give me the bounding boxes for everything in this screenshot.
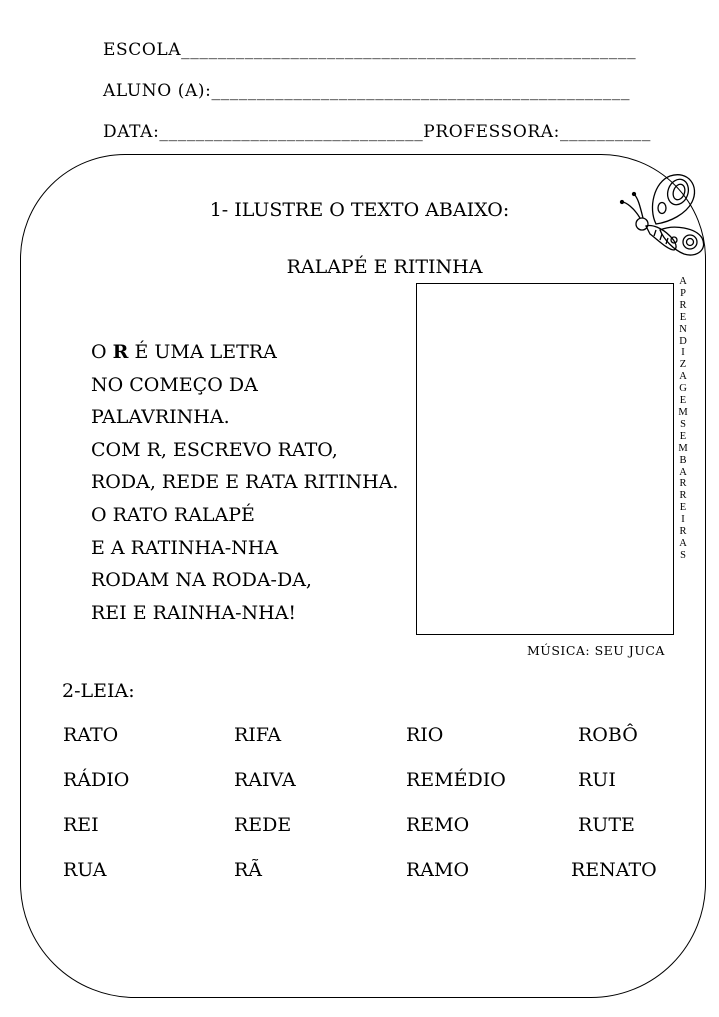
vertical-letter: G bbox=[679, 383, 687, 395]
reading-word: RIO bbox=[406, 724, 444, 746]
vertical-letter: E bbox=[679, 395, 687, 407]
poem-line: O RATO RALAPÉ bbox=[91, 503, 255, 526]
reading-word: RÁDIO bbox=[63, 769, 130, 791]
vertical-letter: B bbox=[679, 454, 687, 466]
vertical-letter: E bbox=[679, 502, 687, 514]
vertical-letter: R bbox=[679, 490, 687, 502]
reading-word: RUTE bbox=[578, 814, 635, 836]
reading-word: ROBÔ bbox=[578, 724, 638, 746]
poem-line: RODAM NA RODA-DA, bbox=[91, 569, 312, 592]
reading-word: RUI bbox=[578, 769, 616, 791]
vertical-letter: S bbox=[680, 418, 686, 430]
reading-word: RÃ bbox=[234, 859, 263, 881]
vertical-watermark-text bbox=[676, 276, 690, 562]
vertical-letter: A bbox=[679, 537, 687, 549]
school-field: ESCOLA__________________________________________________ bbox=[103, 40, 637, 60]
poem-line: PALAVRINHA. bbox=[91, 406, 230, 429]
poem-line: COM R, ESCREVO RATO, bbox=[91, 438, 338, 461]
poem-line: RODA, REDE E RATA RITINHA. bbox=[91, 471, 399, 494]
vertical-letter: S bbox=[680, 549, 686, 561]
reading-word: RUA bbox=[63, 859, 107, 881]
poem-line: E A RATINHA-NHA bbox=[91, 536, 279, 559]
vertical-letter: A bbox=[679, 276, 687, 287]
vertical-letter: M bbox=[678, 442, 688, 454]
vertical-letter: E bbox=[679, 311, 687, 323]
letter-r: R bbox=[112, 341, 129, 363]
vertical-letter: I bbox=[681, 514, 685, 526]
exercise-1-title: 1- ILUSTRE O TEXTO ABAIXO: bbox=[209, 199, 510, 221]
music-credit: MÚSICA: SEU JUCA bbox=[527, 643, 665, 658]
reading-word: RENATO bbox=[571, 859, 657, 881]
reading-word: REMÉDIO bbox=[406, 769, 506, 791]
reading-word: RAMO bbox=[406, 859, 470, 881]
student-field: ALUNO (A):______________________________________________ bbox=[103, 81, 631, 101]
vertical-letter: N bbox=[679, 323, 687, 335]
vertical-letter: R bbox=[679, 299, 687, 311]
reading-word: RATO bbox=[63, 724, 119, 746]
vertical-letter: A bbox=[679, 371, 687, 383]
date-teacher-field: DATA:_____________________________PROFESSORA:__________ bbox=[103, 122, 652, 142]
drawing-box[interactable] bbox=[416, 283, 674, 635]
reading-word: REDE bbox=[234, 814, 292, 836]
reading-word: REI bbox=[63, 814, 99, 836]
vertical-letter: Z bbox=[679, 359, 687, 371]
vertical-letter: P bbox=[680, 287, 686, 299]
vertical-letter: R bbox=[679, 526, 687, 538]
poem-line: O R É UMA LETRA bbox=[91, 341, 277, 363]
reading-word: REMO bbox=[406, 814, 470, 836]
poem-title: RALAPÉ E RITINHA bbox=[286, 256, 483, 278]
poem-text bbox=[91, 336, 398, 629]
vertical-letter: M bbox=[678, 406, 688, 418]
vertical-letter: A bbox=[679, 466, 687, 478]
reading-word: RAIVA bbox=[234, 769, 296, 791]
vertical-letter: R bbox=[679, 478, 687, 490]
reading-word: RIFA bbox=[234, 724, 282, 746]
poem-line: NO COMEÇO DA bbox=[91, 373, 258, 396]
vertical-letter: I bbox=[681, 347, 685, 359]
poem-line: REI E RAINHA-NHA! bbox=[91, 601, 297, 624]
vertical-letter: E bbox=[679, 430, 687, 442]
vertical-letter: D bbox=[679, 335, 687, 347]
exercise-2-title: 2-LEIA: bbox=[62, 680, 135, 702]
